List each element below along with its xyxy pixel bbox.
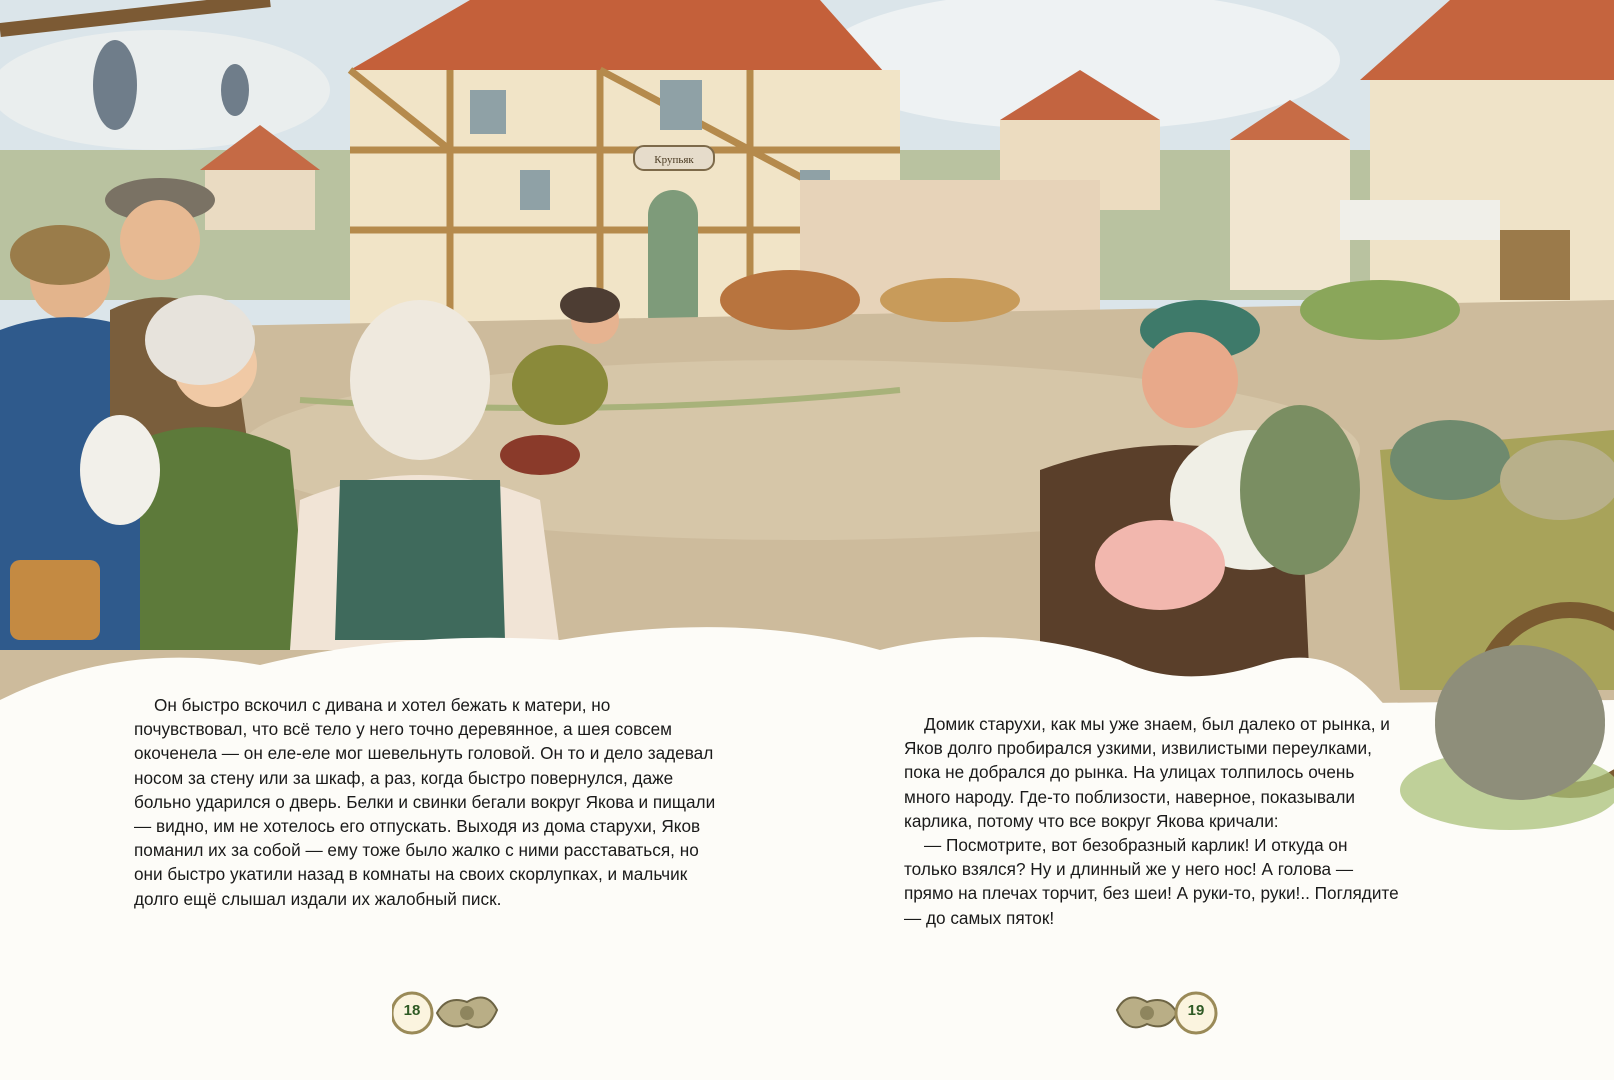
page-number-left xyxy=(392,980,512,1046)
right-paragraph-1: Домик старухи, как мы уже знаем, был далеко от рынка, и Яков долго пробирался узкими, извилистыми переулками, пока не добрался до рынка. На улицах толпилось очень много народу. Где-то поблизости, наверное, показывали карлика, потому что все вокруг Якова кричали: xyxy=(904,714,1390,831)
shop-sign-text: Крупьяк xyxy=(654,154,694,166)
right-paragraph-2: — Посмотрите, вот безобразный карлик! И откуда он только взялся? Ну и длинный же у него нос! А голова — прямо на плечах торчит, без шеи! А руки-то, руки!.. Поглядите — до самых пяток! xyxy=(904,835,1399,928)
page-number-right xyxy=(1102,980,1222,1046)
left-paragraph: Он быстро вскочил с дивана и хотел бежать к матери, но почувствовал, что всё тело у него точно деревянное, а шея совсем окоченела — он еле-еле мог шевельнуть головой. Он то и дело задевал носом за стену или за шкаф, а раз, когда быстро повернулся, даже больно ударился о дверь. Белки и свинки бегали вокруг Якова и пищали — видно, им не хотелось его отпускать. Выходя из дома старухи, Яков поманил их за собой — ему тоже было жалко с ними расставаться, но они быстро укатили назад в комнаты на своих скорлупках, и мальчик долго ещё слышал издали их жалобный писк. xyxy=(134,695,716,909)
left-page-text xyxy=(134,693,719,911)
right-page-text xyxy=(904,712,1399,930)
page-number-text: 18 xyxy=(403,1002,421,1019)
page-number-text: 19 xyxy=(1187,1002,1205,1019)
